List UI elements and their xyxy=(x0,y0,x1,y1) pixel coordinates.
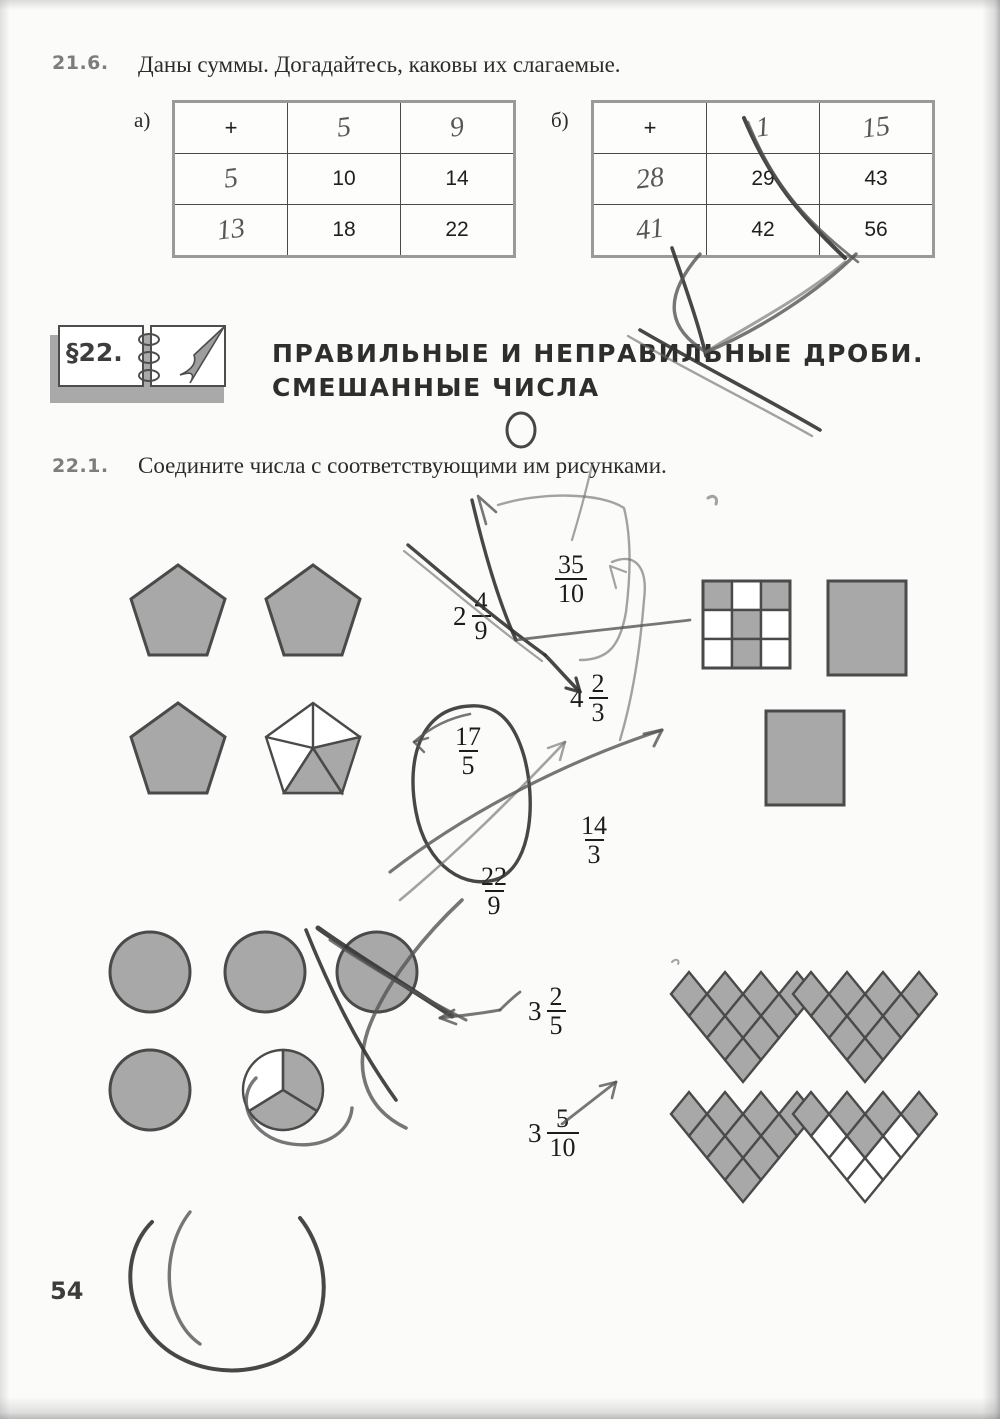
table-a-cell-1-1: 22 xyxy=(401,205,515,257)
number-35-10 xyxy=(555,551,587,607)
number-2-4-9 xyxy=(453,588,491,644)
number-3-2-5 xyxy=(528,983,566,1039)
square-figures xyxy=(700,578,930,828)
pentagon-partial-2-of-5 xyxy=(266,703,360,793)
table-row xyxy=(174,102,515,154)
table-b-cell-1-1: 56 xyxy=(820,205,934,257)
table-row xyxy=(174,205,515,257)
table-b-cell-0-1: 43 xyxy=(820,154,934,205)
pentagon-figures xyxy=(128,560,378,810)
circle-whole-3 xyxy=(337,932,417,1012)
denominator: 9 xyxy=(472,615,491,644)
number-3-5-10 xyxy=(528,1105,579,1161)
section-title-line2: СМЕШАННЫЕ ЧИСЛА xyxy=(272,373,600,402)
section-header xyxy=(50,325,925,402)
table-a xyxy=(172,100,516,258)
scan-edge-bottom xyxy=(0,1397,1000,1419)
scan-edge-top xyxy=(0,0,1000,10)
circle-partial-2-of-3 xyxy=(243,1050,323,1130)
rhombus-cluster-whole-1 xyxy=(671,972,815,1082)
denominator: 10 xyxy=(547,1132,579,1161)
scan-edge-left xyxy=(0,0,10,1419)
page-number: 54 xyxy=(50,1277,84,1305)
exercise-number-22-1: 22.1. xyxy=(52,455,109,477)
circle-whole-4 xyxy=(110,1050,190,1130)
figure-group-squares xyxy=(700,578,930,833)
pentagon-whole-3 xyxy=(131,703,225,793)
table-b-colheader-1: 15 xyxy=(820,102,934,154)
denominator: 10 xyxy=(555,578,587,607)
table-a-cell-0-1: 14 xyxy=(401,154,515,205)
denominator: 5 xyxy=(459,750,478,779)
table-b xyxy=(591,100,935,258)
denominator: 3 xyxy=(585,839,604,868)
table-b-cell-1-0: 42 xyxy=(707,205,820,257)
table-a-colheader-1: 9 xyxy=(401,102,515,154)
square-whole-1 xyxy=(828,581,906,675)
rhombus-cluster-partial-5-of-10 xyxy=(793,1092,937,1202)
circle-whole-1 xyxy=(110,932,190,1012)
table-a-colheader-0: 5 xyxy=(288,102,401,154)
figure-group-circles xyxy=(105,925,435,1160)
number-22-9 xyxy=(478,863,510,919)
rhombus-cluster-figures xyxy=(668,968,938,1208)
table-row xyxy=(593,102,934,154)
table-a-cell-1-0: 18 xyxy=(288,205,401,257)
table-row xyxy=(593,154,934,205)
numerator: 17 xyxy=(455,722,481,751)
numerator: 22 xyxy=(481,862,507,891)
section-title-line1: ПРАВИЛЬНЫЕ И НЕПРАВИЛЬНЫЕ ДРОБИ. xyxy=(272,339,925,368)
table-a-cell-0-0: 10 xyxy=(288,154,401,205)
numerator: 14 xyxy=(581,811,607,840)
open-notebook-icon xyxy=(50,325,228,397)
table-row xyxy=(174,154,515,205)
figure-group-pentagons xyxy=(128,560,378,815)
pentagon-whole-1 xyxy=(131,565,225,655)
table-a-rowheader-0: 5 xyxy=(174,154,288,205)
whole-part: 4 xyxy=(570,682,584,713)
section-title xyxy=(272,337,972,405)
section-number: §22. xyxy=(66,338,123,367)
square-whole-2 xyxy=(766,711,844,805)
figure-group-rhombus-clusters xyxy=(668,968,938,1213)
numerator: 4 xyxy=(474,587,488,616)
number-4-2-3 xyxy=(570,670,608,726)
table-a-label: а) xyxy=(134,108,151,132)
whole-part: 2 xyxy=(453,600,467,631)
whole-part: 3 xyxy=(528,1117,542,1148)
rhombus-cluster-whole-3 xyxy=(671,1092,815,1202)
exercise-prompt-22-1: Соедините числа с соответствующими им рисунками. xyxy=(138,453,667,478)
table-a-corner: + xyxy=(174,102,288,154)
number-17-5 xyxy=(452,723,484,779)
circle-whole-2 xyxy=(225,932,305,1012)
exercise-number-21-6: 21.6. xyxy=(52,52,109,74)
table-a-rowheader-1: 13 xyxy=(174,205,288,257)
table-b-cell-0-0: 29 xyxy=(707,154,820,205)
table-b-colheader-0: 1 xyxy=(707,102,820,154)
whole-part: 3 xyxy=(528,995,542,1026)
table-b-corner: + xyxy=(593,102,707,154)
numerator: 5 xyxy=(556,1104,569,1133)
denominator: 3 xyxy=(589,697,608,726)
denominator: 9 xyxy=(485,890,504,919)
numerator: 35 xyxy=(558,550,584,579)
table-b-label: б) xyxy=(551,108,569,132)
table-b-rowheader-0: 28 xyxy=(593,154,707,205)
square-grid-4-of-9 xyxy=(703,581,790,668)
rhombus-cluster-whole-2 xyxy=(793,972,937,1082)
page-curl-icon xyxy=(150,325,228,389)
table-row xyxy=(593,205,934,257)
denominator: 5 xyxy=(547,1010,566,1039)
table-b-rowheader-1: 41 xyxy=(593,205,707,257)
exercise-prompt-21-6: Даны суммы. Догадайтесь, каковы их слагаемые. xyxy=(138,52,621,77)
number-14-3 xyxy=(578,812,610,868)
circle-figures xyxy=(105,925,435,1155)
pentagon-whole-2 xyxy=(266,565,360,655)
numerator: 2 xyxy=(549,982,563,1011)
scan-edge-right xyxy=(982,0,1000,1419)
numerator: 2 xyxy=(591,669,605,698)
